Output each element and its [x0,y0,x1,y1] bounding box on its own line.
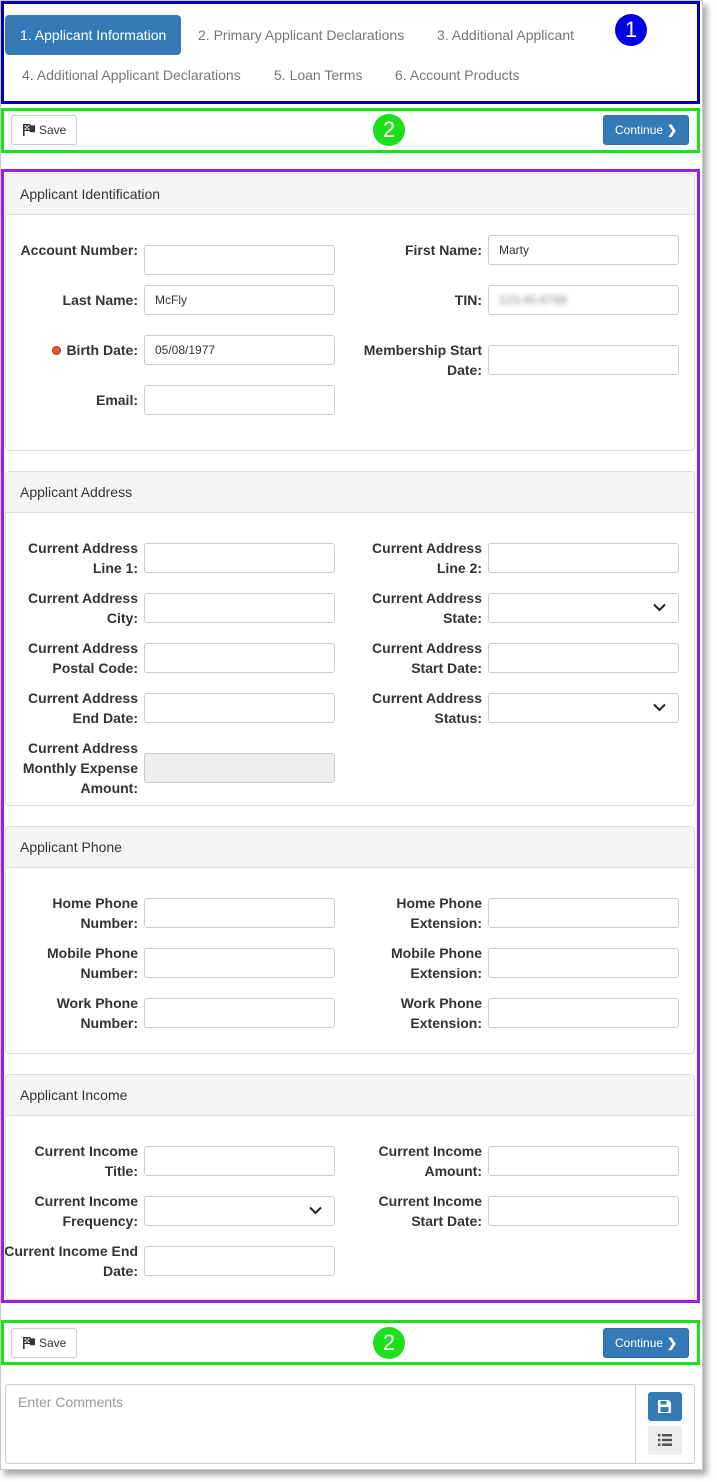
panel-heading: Applicant Identification [6,174,694,215]
home-phone-number-field[interactable] [144,898,335,928]
save-button-label: Save [39,1336,67,1350]
account-number-field[interactable] [144,245,335,275]
annotation-box-toolbar-bottom [1,1320,700,1365]
birth-date-label [3,340,138,360]
address-end-date-field[interactable] [144,693,335,723]
chevron-down-icon [653,603,666,612]
save-button[interactable] [11,115,77,145]
membership-start-date-label: Membership Start Date: [363,342,482,378]
tab-additional-applicant[interactable]: 3. Additional Applicant [437,27,574,43]
panel-heading: Applicant Address [6,472,694,513]
annotation-badge-2-top: 2 [373,114,405,146]
list-icon [658,1434,672,1446]
chevron-down-icon [309,1206,322,1215]
chevron-down-icon [653,703,666,712]
tab-applicant-information[interactable]: 1. Applicant Information [5,15,181,55]
first-name-field[interactable]: Marty [488,235,679,265]
comments-placeholder: Enter Comments [18,1394,124,1410]
continue-button-label: Continue [615,1336,664,1350]
annotation-badge-1: 1 [615,14,647,46]
tin-label: TIN: [454,292,482,308]
income-amount-label: Current Income Amount: [378,1143,482,1179]
address-line1-label: Current Address Line 1: [28,540,138,576]
address-line2-label: Current Address Line 2: [372,540,482,576]
income-start-date-field[interactable] [488,1196,679,1226]
last-name-field[interactable]: McFly [144,285,335,315]
email-field[interactable] [144,385,335,415]
chevron-right-icon: ❯ [667,1336,678,1350]
mobile-phone-number-field[interactable] [144,948,335,978]
comments-list-button[interactable] [648,1426,682,1455]
account-number-label: Account Number: [20,242,138,258]
panel-heading: Applicant Income [6,1075,694,1116]
address-monthly-expense-label: Current Address Monthly Expense Amount: [22,740,138,796]
address-line2-field[interactable] [488,543,679,573]
address-status-label: Current Address Status: [372,690,482,726]
home-phone-number-label: Home Phone Number: [52,895,138,931]
income-end-date-label: Current Income End Date: [4,1243,138,1279]
email-label: Email: [95,392,138,408]
address-city-label: Current Address City: [28,590,138,626]
tab-loan-terms[interactable]: 5. Loan Terms [274,67,363,83]
annotation-badge-2-bottom: 2 [373,1327,405,1359]
first-name-label: First Name: [404,242,482,258]
work-phone-extension-field[interactable] [488,998,679,1028]
birth-date-label-text: Birth Date: [66,342,138,358]
membership-start-date-field[interactable] [488,345,679,375]
comments-box[interactable] [5,1384,695,1464]
chevron-right-icon: ❯ [667,123,678,137]
income-amount-field[interactable] [488,1146,679,1176]
flag-icon [22,124,35,136]
address-monthly-expense-field [144,753,335,783]
income-start-date-label: Current Income Start Date: [378,1193,482,1229]
continue-button-label: Continue [615,123,664,137]
tin-value: 123-45-6789 [499,293,568,307]
continue-button[interactable] [603,115,689,145]
tab-additional-applicant-declarations[interactable]: 4. Additional Applicant Declarations [22,67,241,83]
save-comment-button[interactable] [648,1392,682,1421]
address-end-date-label: Current Address End Date: [28,690,138,726]
required-indicator-icon [52,346,61,355]
tin-field[interactable] [488,285,679,315]
mobile-phone-extension-label: Mobile Phone Extension: [391,945,482,981]
annotation-box-toolbar-top [1,108,700,153]
address-state-label: Current Address State: [372,590,482,626]
mobile-phone-extension-field[interactable] [488,948,679,978]
tab-account-products[interactable]: 6. Account Products [395,67,520,83]
panel-heading: Applicant Phone [6,827,694,868]
income-end-date-field[interactable] [144,1246,335,1276]
address-postal-code-field[interactable] [144,643,335,673]
last-name-label: Last Name: [62,292,138,308]
income-frequency-label: Current Income Frequency: [34,1193,138,1229]
work-phone-number-field[interactable] [144,998,335,1028]
income-frequency-select[interactable] [144,1196,335,1226]
address-start-date-label: Current Address Start Date: [372,640,482,676]
comments-actions [635,1385,694,1463]
address-start-date-field[interactable] [488,643,679,673]
home-phone-extension-label: Home Phone Extension: [396,895,482,931]
home-phone-extension-field[interactable] [488,898,679,928]
address-status-select[interactable] [488,693,679,723]
work-phone-number-label: Work Phone Number: [56,995,138,1031]
birth-date-field[interactable]: 05/08/1977 [144,335,335,365]
mobile-phone-number-label: Mobile Phone Number: [47,945,138,981]
address-state-select[interactable] [488,593,679,623]
save-button-label: Save [39,123,67,137]
address-city-field[interactable] [144,593,335,623]
address-postal-code-label: Current Address Postal Code: [28,640,138,676]
work-phone-extension-label: Work Phone Extension: [400,995,482,1031]
flag-icon [22,1337,35,1349]
floppy-disk-icon [658,1400,671,1413]
save-button-bottom[interactable] [11,1328,77,1358]
tab-primary-applicant-declarations[interactable]: 2. Primary Applicant Declarations [198,27,405,43]
continue-button-bottom[interactable] [603,1328,689,1358]
address-line1-field[interactable] [144,543,335,573]
income-title-label: Current Income Title: [34,1143,138,1179]
income-title-field[interactable] [144,1146,335,1176]
